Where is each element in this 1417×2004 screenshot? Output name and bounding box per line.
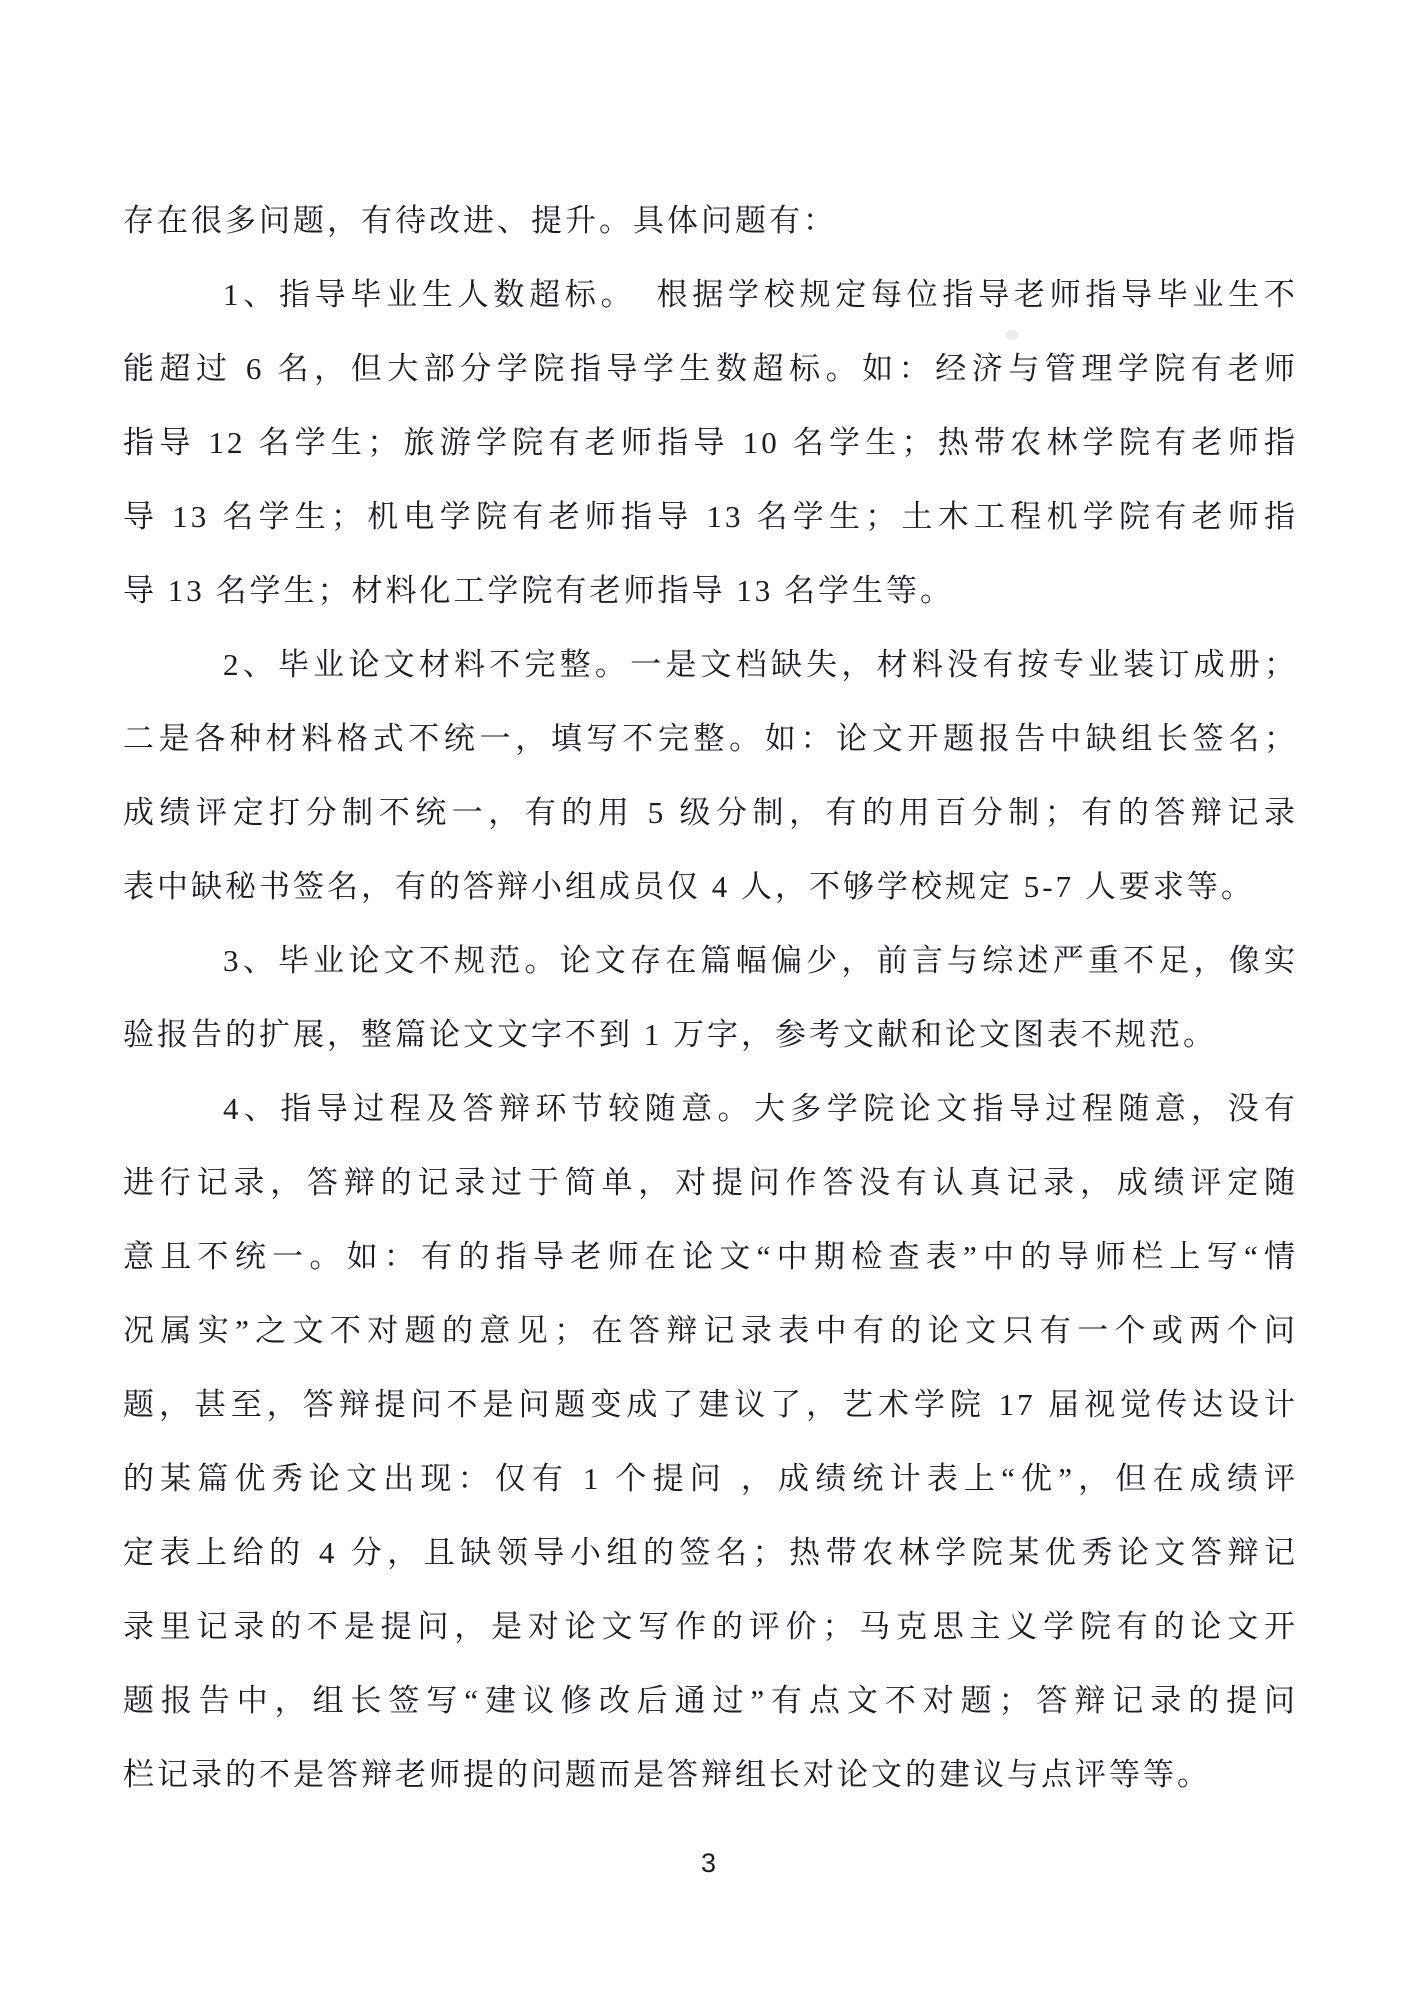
text-line: 进行记录，答辩的记录过于简单，对提问作答没有认真记录，成绩评定随: [123, 1165, 1298, 1200]
text-line: 二是各种材料格式不统一，填写不完整。如：论文开题报告中缺组长签名；: [123, 721, 1298, 756]
text-line: 录里记录的不是提问，是对论文写作的评价；马克思主义学院有的论文开: [123, 1609, 1298, 1644]
text-line: 栏记录的不是答辩老师提的问题而是答辩组长对论文的建议与点评等等。: [123, 1757, 1211, 1792]
text-line: 2、毕业论文材料不完整。一是文档缺失，材料没有按专业装订成册；: [223, 647, 1298, 682]
text-line: 存在很多问题，有待改进、提升。具体问题有：: [123, 203, 837, 238]
text-line: 的某篇优秀论文出现：仅有 1 个提问 ，成绩统计表上“优”，但在成绩评: [123, 1461, 1298, 1496]
text-line: 验报告的扩展，整篇论文文字不到 1 万字，参考文献和论文图表不规范。: [123, 1017, 1217, 1052]
text-line: 指导 12 名学生；旅游学院有老师指导 10 名学生；热带农林学院有老师指: [123, 425, 1298, 460]
document-text-block: [123, 184, 1298, 1812]
text-line: 导 13 名学生；材料化工学院有老师指导 13 名学生等。: [123, 573, 954, 608]
text-line: 4、指导过程及答辩环节较随意。大多学院论文指导过程随意，没有: [223, 1091, 1298, 1126]
page-number: 3: [700, 1848, 717, 1878]
text-line: 成绩评定打分制不统一，有的用 5 级分制，有的用百分制；有的答辩记录: [123, 795, 1298, 830]
text-line: 表中缺秘书签名，有的答辩小组成员仅 4 人，不够学校规定 5-7 人要求等。: [123, 869, 1255, 904]
text-line: 3、毕业论文不规范。论文存在篇幅偏少，前言与综述严重不足，像实: [223, 943, 1298, 978]
text-line: 意且不统一。如：有的指导老师在论文“中期检查表”中的导师栏上写“情: [123, 1239, 1298, 1274]
text-line: 能超过 6 名，但大部分学院指导学生数超标。如：经济与管理学院有老师: [123, 351, 1298, 386]
text-line: 题报告中，组长签写“建议修改后通过”有点文不对题；答辩记录的提问: [123, 1683, 1298, 1718]
text-line: 导 13 名学生；机电学院有老师指导 13 名学生；土木工程机学院有老师指: [123, 499, 1298, 534]
text-line: 题，甚至，答辩提问不是问题变成了建议了，艺术学院 17 届视觉传达设计: [123, 1387, 1298, 1422]
text-line: 况属实”之文不对题的意见；在答辩记录表中有的论文只有一个或两个问: [123, 1313, 1298, 1348]
text-line: 定表上给的 4 分，且缺领导小组的签名；热带农林学院某优秀论文答辩记: [123, 1535, 1298, 1570]
text-line: 1、指导毕业生人数超标。 根据学校规定每位指导老师指导毕业生不: [223, 277, 1298, 312]
